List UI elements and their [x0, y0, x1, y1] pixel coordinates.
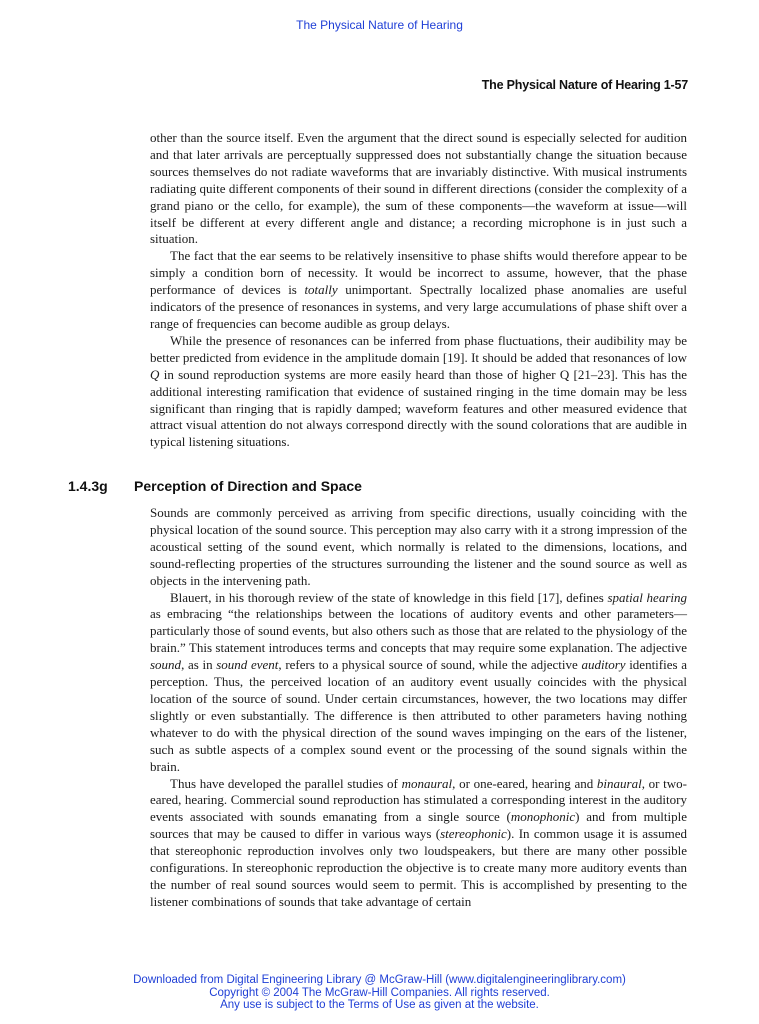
- paragraph: While the presence of resonances can be inferred from phase fluctuations, their audibility may be better predicted from evidence in the amplitude domain [19]. It should be added that resonances of low Q in sound reproduction systems are more easily heard than those of higher Q [21–23]. This has the additional interesting ramification that evidence of sustained ringing in the time domain may be less significant than ringing that is rapidly damped; waveform features and other measured evidence that attract visual attention do not always correspond directly with the sound colorations that are audible in typical listening situations.: [150, 332, 687, 450]
- section-heading: [68, 478, 362, 494]
- top-title-link[interactable]: The Physical Nature of Hearing: [296, 18, 463, 32]
- section-number: 1.4.3g: [68, 478, 108, 494]
- running-head: The Physical Nature of Hearing 1-57: [481, 78, 688, 92]
- footer-terms-link[interactable]: Any use is subject to the Terms of Use as given at the website.: [220, 999, 539, 1011]
- paragraph: Thus have developed the parallel studies of monaural, or one-eared, hearing and binaural, or two-eared, hearing. Commercial sound reproduction has stimulated a corresponding interest in the auditory events associated with sounds emanating from a single source (monophonic) and from multiple sources that may be caused to differ in various ways (stereophonic). In common usage it is assumed that stereophonic reproduction involves only two loudspeakers, but there are many other possible configurations. In stereophonic reproduction the objective is to create many more auditory events than the number of real sound sources would seem to permit. This is accomplished by presenting to the listener combinations of sounds that take advantage of certain: [150, 775, 688, 909]
- section-title: Perception of Direction and Space: [134, 478, 362, 494]
- paragraph: other than the source itself. Even the argument that the direct sound is especially selected for audition and that later arrivals are perceptually suppressed does not substantially change the situation because sources themselves do not radiate waveforms that are invariably distinctive. With musical instruments radiating quite different components of their sound in different directions (consider the complexity of a grand piano or the cello, for example), the sum of these components—the waveform at issue—will itself be different at every different angle and distance; a recording microphone is in just such a situation.: [150, 130, 687, 247]
- text-block-upper: [150, 130, 687, 451]
- footer-copyright[interactable]: Copyright © 2004 The McGraw-Hill Companies. All rights reserved.: [209, 986, 550, 999]
- footer: [0, 974, 759, 1012]
- text-block-lower: [150, 505, 687, 911]
- paragraph: Sounds are commonly perceived as arriving from specific directions, usually coinciding with the physical location of the sound source. This perception may also carry with it a strong impression of the acoustical setting of the sound event, which normally is related to the dimensions, locations, and sound-reflecting properties of the structures surrounding the listener and the sound source as well as objects in the intervening path.: [150, 505, 687, 588]
- paragraph: The fact that the ear seems to be relatively insensitive to phase shifts would therefore appear to be simply a condition born of necessity. It would be incorrect to assume, however, that the phase performance of devices is totally unimportant. Spectrally localized phase anomalies are useful indicators of the presence of resonances in systems, and very large accumulations of phase shift over a range of frequencies can become audible as group delays.: [150, 248, 687, 331]
- paragraph: Blauert, in his thorough review of the state of knowledge in this field [17], defines spatial hearing as embracing “the relationships between the locations of auditory events and other parameters—particularly those of sound events, but also others such as those that are related to the physiology of the brain.” This statement introduces terms and concepts that may require some explanation. The adjective sound, as in sound event, refers to a physical source of sound, while the adjective auditory identifies a perception. Thus, the perceived location of an auditory event usually coincides with the physical location of the source of sound. Under certain circumstances, however, the two locations may differ slightly or even substantially. The difference is then attributed to other parameters having nothing whatever to do with the physical direction of the sound waves impinging on the ears of the listener, such as subtle aspects of a complex sound event or the processing of the sound signals within the brain.: [150, 589, 687, 774]
- footer-download-link[interactable]: Downloaded from Digital Engineering Library @ McGraw-Hill (www.digitalengineeringlibrary.com): [133, 974, 626, 986]
